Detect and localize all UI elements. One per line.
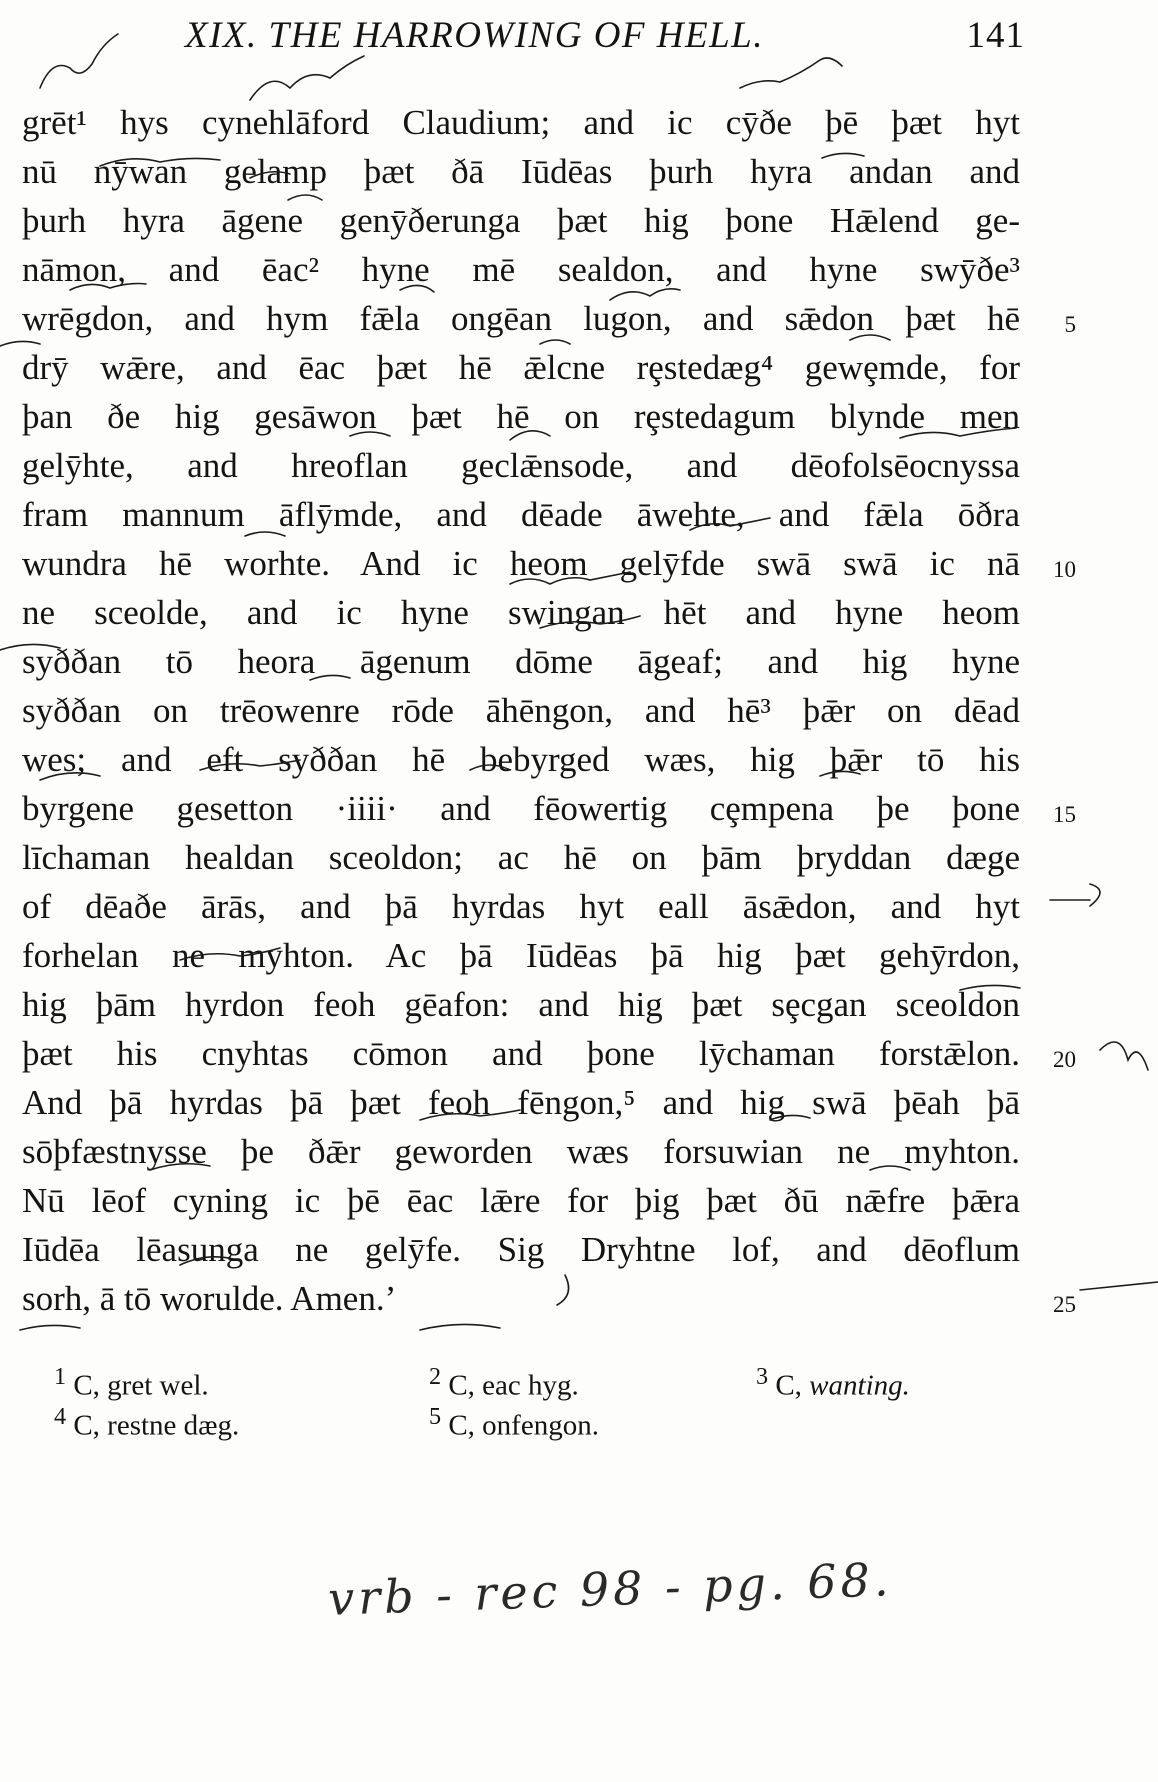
text-line [22,1127,1020,1176]
line-number: 15 [1053,802,1076,827]
text-line [22,245,1020,294]
line-number: 5 [1064,312,1076,337]
footnote-marker: 4 [54,1403,67,1430]
text-line [22,637,1020,686]
footnote-marker: 2 [429,1363,442,1390]
text-line [22,1029,1076,1078]
text-line [22,441,1020,490]
line-text: ne sceolde, and ic hyne swingan hēt and hyne heom [22,593,1020,632]
text-line [22,833,1020,882]
annotation-mark [40,34,118,88]
footnote-marker: 1 [54,1363,67,1390]
text-line [22,539,1076,588]
line-text: syððan on trēowenre rōde āhēngon, and hē³ þǣr on dēad [22,691,1020,730]
annotation-mark [20,1325,80,1330]
annotation-mark [420,1324,500,1330]
page-number: 141 [966,15,1025,56]
line-text: drȳ wǣre, and ēac þæt hē ǣlcne rȩstedæg⁴ gewȩmde, for [22,348,1020,387]
line-text: byrgene gesetton ·iiii· and fēowertig cȩmpena þe þone [22,789,1020,828]
footnote-italic: wanting. [809,1369,910,1402]
line-text: wes; and eft syððan hē bebyrged wæs, hig þǣr tō his [22,740,1020,779]
line-text: þurh hyra āgene genȳðerunga þæt hig þone Hǣlend ge- [22,201,1020,240]
line-number: 25 [1053,1292,1076,1317]
line-text: wrēgdon, and hym fǣla ongēan lugon, and sǣdon þæt hē [22,299,1020,338]
running-title: XIX. THE HARROWING OF HELL. [185,15,765,56]
text-line [22,784,1076,833]
line-text: þan ðe hig gesāwon þæt hē on rȩstedagum blynde men [22,397,1020,436]
line-text: wundra hē worhte. And ic heom gelȳfde swā swā ic nā [22,544,1020,583]
line-text: hig þām hyrdon feoh gēafon: and hig þæt sȩcgan sceoldon [22,985,1020,1024]
footnote-text: C, gret wel. [66,1369,209,1402]
text-line [22,735,1020,784]
text-line [22,294,1076,343]
text-line [22,392,1020,441]
line-text: nāmon, and ēac² hyne mē sealdon, and hyne swȳðe³ [22,250,1020,289]
line-number: 20 [1053,1047,1076,1072]
line-text: nū nȳwan gelamp þæt ðā Iūdēas þurh hyra andan and [22,152,1020,191]
annotation-mark [1050,884,1100,906]
line-text: syððan tō heora āgenum dōme āgeaf; and hig hyne [22,642,1020,681]
annotation-mark [1100,1042,1148,1070]
text-line [22,1078,1020,1127]
text-line [22,980,1020,1029]
line-text: grēt¹ hys cynehlāford Claudium; and ic cȳðe þē þæt hyt [22,103,1020,142]
running-head [185,8,1025,64]
footnote [54,1397,239,1446]
line-text: Nū lēof cyning ic þē ēac lǣre for þig þæt ðū nǣfre þǣra [22,1181,1020,1220]
footnote-marker: 5 [429,1403,442,1430]
line-text: fram mannum āflȳmde, and dēade āwehte, and fǣla ōðra [22,495,1020,534]
footnote-text: C, eac hyg. [441,1369,579,1402]
handwritten-note: vrb - rec 98 - pg. 68. [327,1552,894,1626]
line-number: 10 [1053,557,1076,582]
line-text: of dēaðe ārās, and þā hyrdas hyt eall āsǣdon, and hyt [22,887,1020,926]
footnote-text: C, onfengon. [441,1409,599,1442]
footnote [429,1397,599,1446]
text-line [22,882,1020,931]
text-line [22,98,1020,147]
footnote-text: C, [768,1369,810,1402]
text-line [22,196,1020,245]
text-line [22,588,1020,637]
text-line [22,490,1020,539]
text-line [22,1225,1020,1274]
text-line [22,1176,1020,1225]
line-text: līchaman healdan sceoldon; ac hē on þām þryddan dæge [22,838,1020,877]
line-text: þæt his cnyhtas cōmon and þone lȳchaman forstǣlon. [22,1034,1020,1073]
line-text: Iūdēa lēasunga ne gelȳfe. Sig Dryhtne lof, and dēoflum [22,1230,1020,1269]
line-text: gelȳhte, and hreoflan geclǣnsode, and dēofolsēocnyssa [22,446,1020,485]
footnote-text: C, restne dæg. [66,1409,240,1442]
body-text [22,98,1076,1323]
text-line [22,147,1020,196]
footnote [756,1357,910,1406]
text-line [22,343,1020,392]
footnote-marker: 3 [756,1363,769,1390]
text-line [22,1274,1076,1323]
line-text: sorh, ā tō worulde. Amen.’ [22,1279,397,1318]
annotation-mark [1080,1282,1158,1290]
line-text: forhelan ne myhton. Ac þā Iūdēas þā hig þæt gehȳrdon, [22,936,1020,975]
line-text: And þā hyrdas þā þæt feoh fēngon,⁵ and hig swā þēah þā [22,1083,1020,1122]
text-line [22,686,1020,735]
line-text: sōþfæstnysse þe ðǣr geworden wæs forsuwian ne myhton. [22,1132,1020,1171]
text-line [22,931,1020,980]
